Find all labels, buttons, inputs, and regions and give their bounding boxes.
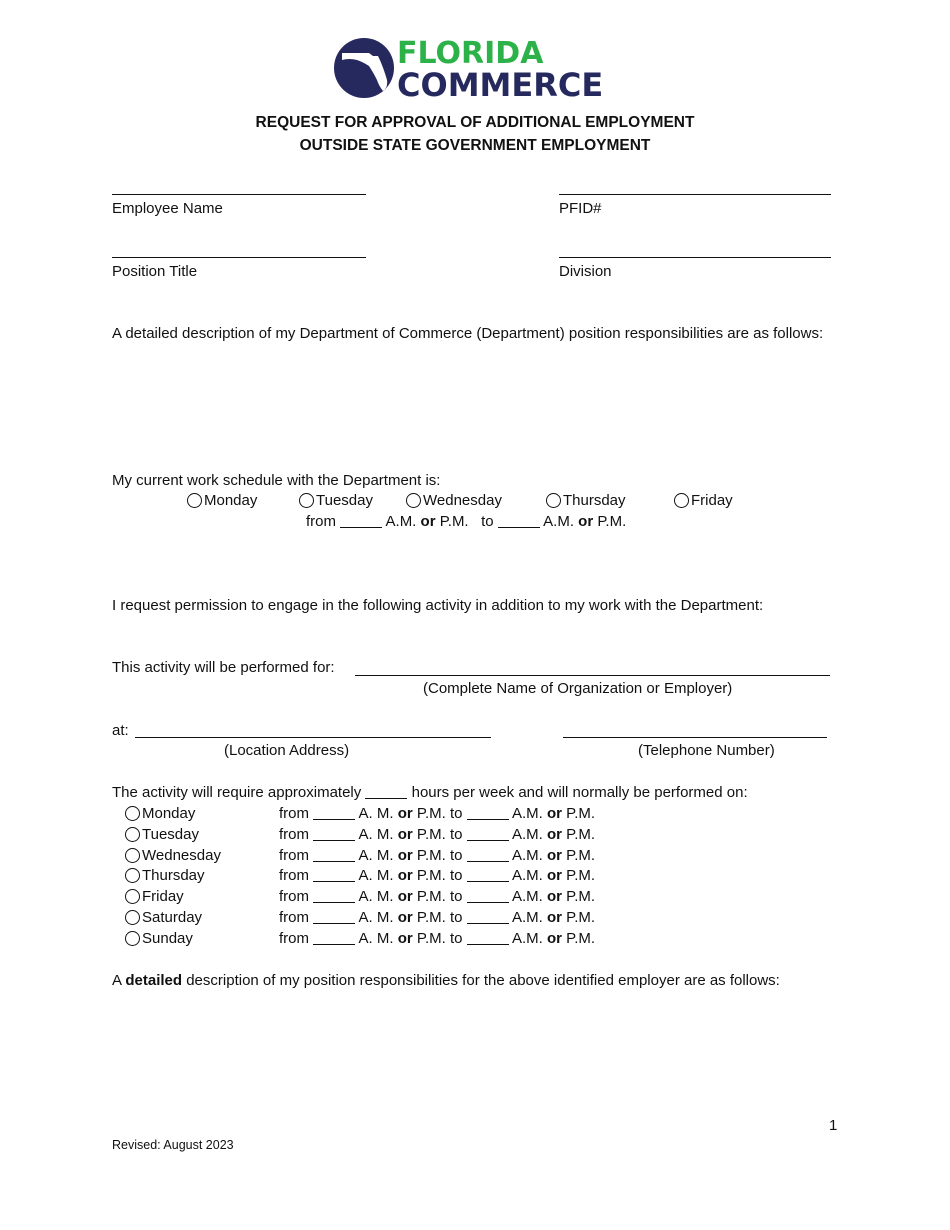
- end-time-blank[interactable]: [467, 826, 509, 841]
- day-label: Tuesday: [316, 492, 373, 509]
- page-number: 1: [829, 1117, 838, 1134]
- or-text: or: [547, 846, 562, 864]
- pm-text: P.M.: [566, 909, 596, 926]
- schedule-intro: My current work schedule with the Department is:: [112, 472, 441, 489]
- activity-day-label[interactable]: [125, 865, 275, 886]
- activity-day-label[interactable]: [125, 928, 275, 949]
- hours-intro-b: hours per week and will normally be performed on:: [411, 784, 748, 801]
- am-text: A. M.: [358, 825, 394, 843]
- schedule-day-thursday[interactable]: [546, 491, 626, 511]
- to-text: to: [481, 513, 494, 530]
- radio-button[interactable]: [125, 868, 140, 883]
- desc-a: A: [112, 972, 122, 989]
- from-text: from: [279, 929, 309, 947]
- employer-description-prompt: [112, 971, 780, 991]
- pm-to-text: P.M. to: [416, 909, 463, 926]
- start-time-blank[interactable]: [313, 805, 355, 820]
- pm-to-text: P.M. to: [416, 867, 463, 885]
- am-text: A. M.: [358, 805, 394, 822]
- am-text: A.M.: [511, 825, 543, 843]
- pm-to-text: P.M. to: [416, 846, 463, 864]
- radio-button[interactable]: [546, 493, 561, 508]
- request-permission-text: I request permission to engage in the following activity in addition to my work with the Department:: [112, 597, 764, 614]
- day-label: Saturday: [142, 909, 203, 926]
- or-text: or: [547, 867, 562, 885]
- division-label: Division: [559, 263, 612, 280]
- or-text: or: [397, 888, 413, 906]
- or-text: or: [397, 805, 413, 822]
- am-text: A. M.: [358, 909, 394, 926]
- start-time-blank[interactable]: [313, 909, 355, 924]
- day-label: Friday: [691, 492, 733, 509]
- radio-button[interactable]: [125, 910, 140, 925]
- pm-to-text: P.M. to: [416, 888, 463, 906]
- activity-day-label[interactable]: [125, 907, 275, 928]
- activity-time-range: [279, 907, 595, 928]
- am-text: A.M.: [543, 513, 574, 530]
- pm-text: P.M.: [439, 513, 469, 530]
- desc-bold: detailed: [125, 972, 183, 989]
- hours-intro-a: The activity will require approximately: [112, 784, 362, 801]
- or-text: or: [547, 929, 562, 947]
- hours-intro: [112, 783, 748, 803]
- radio-button[interactable]: [406, 493, 421, 508]
- am-text: A.M.: [385, 513, 417, 530]
- desc-rest: description of my position responsibilities for the above identified employer are as follows:: [186, 972, 780, 989]
- end-time-blank[interactable]: [467, 847, 509, 862]
- or-text: or: [397, 909, 413, 926]
- organization-caption: (Complete Name of Organization or Employer): [423, 680, 733, 697]
- or-text: or: [547, 909, 562, 926]
- pm-text: P.M.: [566, 867, 596, 885]
- end-time-blank[interactable]: [467, 930, 509, 945]
- or-text: or: [397, 846, 413, 864]
- pm-text: P.M.: [566, 929, 596, 947]
- day-label: Wednesday: [142, 846, 221, 864]
- performed-for-label: This activity will be performed for:: [112, 659, 335, 676]
- schedule-time-range: [306, 512, 626, 532]
- pm-to-text: P.M. to: [416, 825, 463, 843]
- end-time-blank[interactable]: [467, 888, 509, 903]
- day-label: Thursday: [142, 867, 205, 885]
- from-text: from: [279, 825, 309, 843]
- division-field[interactable]: [559, 257, 831, 258]
- pm-text: P.M.: [566, 888, 596, 906]
- radio-button[interactable]: [125, 827, 140, 842]
- pm-to-text: P.M. to: [416, 805, 463, 822]
- start-time-blank[interactable]: [313, 867, 355, 882]
- activity-day-label[interactable]: [125, 803, 275, 824]
- day-label: Wednesday: [423, 492, 502, 509]
- schedule-day-tuesday[interactable]: [299, 491, 373, 511]
- radio-button[interactable]: [125, 806, 140, 821]
- activity-time-range: [279, 928, 595, 949]
- hours-per-week-blank[interactable]: [365, 784, 407, 799]
- activity-time-range: [279, 886, 595, 907]
- location-caption: (Location Address): [224, 742, 350, 759]
- am-text: A.M.: [511, 909, 543, 926]
- location-address-field[interactable]: [135, 737, 491, 738]
- start-time-blank[interactable]: [313, 888, 355, 903]
- start-time-blank[interactable]: [313, 847, 355, 862]
- form-title-line1: REQUEST FOR APPROVAL OF ADDITIONAL EMPLOYMENT: [255, 114, 695, 131]
- telephone-caption: (Telephone Number): [638, 742, 775, 759]
- schedule-day-wednesday[interactable]: [406, 491, 502, 511]
- schedule-day-monday[interactable]: [187, 491, 257, 511]
- logo-commerce-text: COMMERCE: [397, 66, 604, 100]
- pfid-field[interactable]: [559, 194, 831, 195]
- or-text: or: [397, 929, 413, 947]
- or-text: or: [547, 888, 562, 906]
- start-time-blank[interactable]: [340, 513, 382, 528]
- activity-day-label[interactable]: [125, 824, 275, 845]
- or-text: or: [578, 513, 594, 530]
- pm-to-text: P.M. to: [416, 929, 463, 947]
- am-text: A. M.: [358, 846, 394, 864]
- am-text: A.M.: [511, 867, 543, 885]
- from-text: from: [279, 888, 309, 906]
- end-time-blank[interactable]: [467, 909, 509, 924]
- am-text: A. M.: [358, 929, 394, 947]
- at-label: at:: [112, 722, 129, 739]
- activity-day-label[interactable]: [125, 845, 275, 866]
- dept-description-prompt: A detailed description of my Department of Commerce (Department) position responsibilities are as follows:: [112, 325, 824, 342]
- pm-text: P.M.: [566, 825, 596, 843]
- from-text: from: [279, 867, 309, 885]
- employee-name-label: Employee Name: [112, 200, 223, 217]
- day-label: Monday: [142, 805, 196, 822]
- radio-button[interactable]: [674, 493, 689, 508]
- am-text: A.M.: [511, 805, 543, 822]
- day-label: Thursday: [563, 492, 626, 509]
- day-label: Monday: [204, 492, 258, 509]
- am-text: A.M.: [511, 888, 543, 906]
- start-time-blank[interactable]: [313, 826, 355, 841]
- or-text: or: [397, 825, 413, 843]
- end-time-blank[interactable]: [467, 867, 509, 882]
- pm-text: P.M.: [566, 846, 596, 864]
- or-text: or: [547, 805, 562, 822]
- organization-field[interactable]: [355, 675, 830, 676]
- revised-date: Revised: August 2023: [112, 1138, 234, 1152]
- pfid-label: PFID#: [559, 200, 602, 217]
- telephone-field[interactable]: [563, 737, 827, 738]
- position-title-label: Position Title: [112, 263, 198, 280]
- am-text: A. M.: [358, 888, 394, 906]
- pm-text: P.M.: [597, 513, 627, 530]
- end-time-blank[interactable]: [498, 513, 540, 528]
- position-title-field[interactable]: [112, 257, 366, 258]
- radio-button[interactable]: [125, 848, 140, 863]
- activity-time-range: [279, 824, 595, 845]
- day-label: Friday: [142, 888, 184, 906]
- activity-time-range: [279, 803, 595, 824]
- or-text: or: [420, 513, 436, 530]
- from-text: from: [279, 846, 309, 864]
- from-text: from: [279, 805, 309, 822]
- end-time-blank[interactable]: [467, 805, 509, 820]
- radio-button[interactable]: [299, 493, 314, 508]
- employee-name-field[interactable]: [112, 194, 366, 195]
- radio-button[interactable]: [125, 931, 140, 946]
- activity-time-range: [279, 845, 595, 866]
- radio-button[interactable]: [187, 493, 202, 508]
- day-label: Sunday: [142, 929, 193, 947]
- am-text: A. M.: [358, 867, 394, 885]
- logo-florida-text: FLORIDA: [397, 36, 544, 71]
- from-text: from: [306, 513, 336, 530]
- schedule-day-friday[interactable]: [674, 491, 733, 511]
- day-label: Tuesday: [142, 825, 199, 843]
- am-text: A.M.: [511, 846, 543, 864]
- or-text: or: [547, 825, 562, 843]
- or-text: or: [397, 867, 413, 885]
- florida-state-icon: [333, 36, 615, 100]
- activity-day-label[interactable]: [125, 886, 275, 907]
- from-text: from: [279, 909, 309, 926]
- radio-button[interactable]: [125, 889, 140, 904]
- start-time-blank[interactable]: [313, 930, 355, 945]
- activity-time-range: [279, 865, 595, 886]
- pm-text: P.M.: [566, 805, 596, 822]
- form-title-line2: OUTSIDE STATE GOVERNMENT EMPLOYMENT: [299, 137, 651, 154]
- am-text: A.M.: [511, 929, 543, 947]
- florida-commerce-logo: [333, 36, 615, 100]
